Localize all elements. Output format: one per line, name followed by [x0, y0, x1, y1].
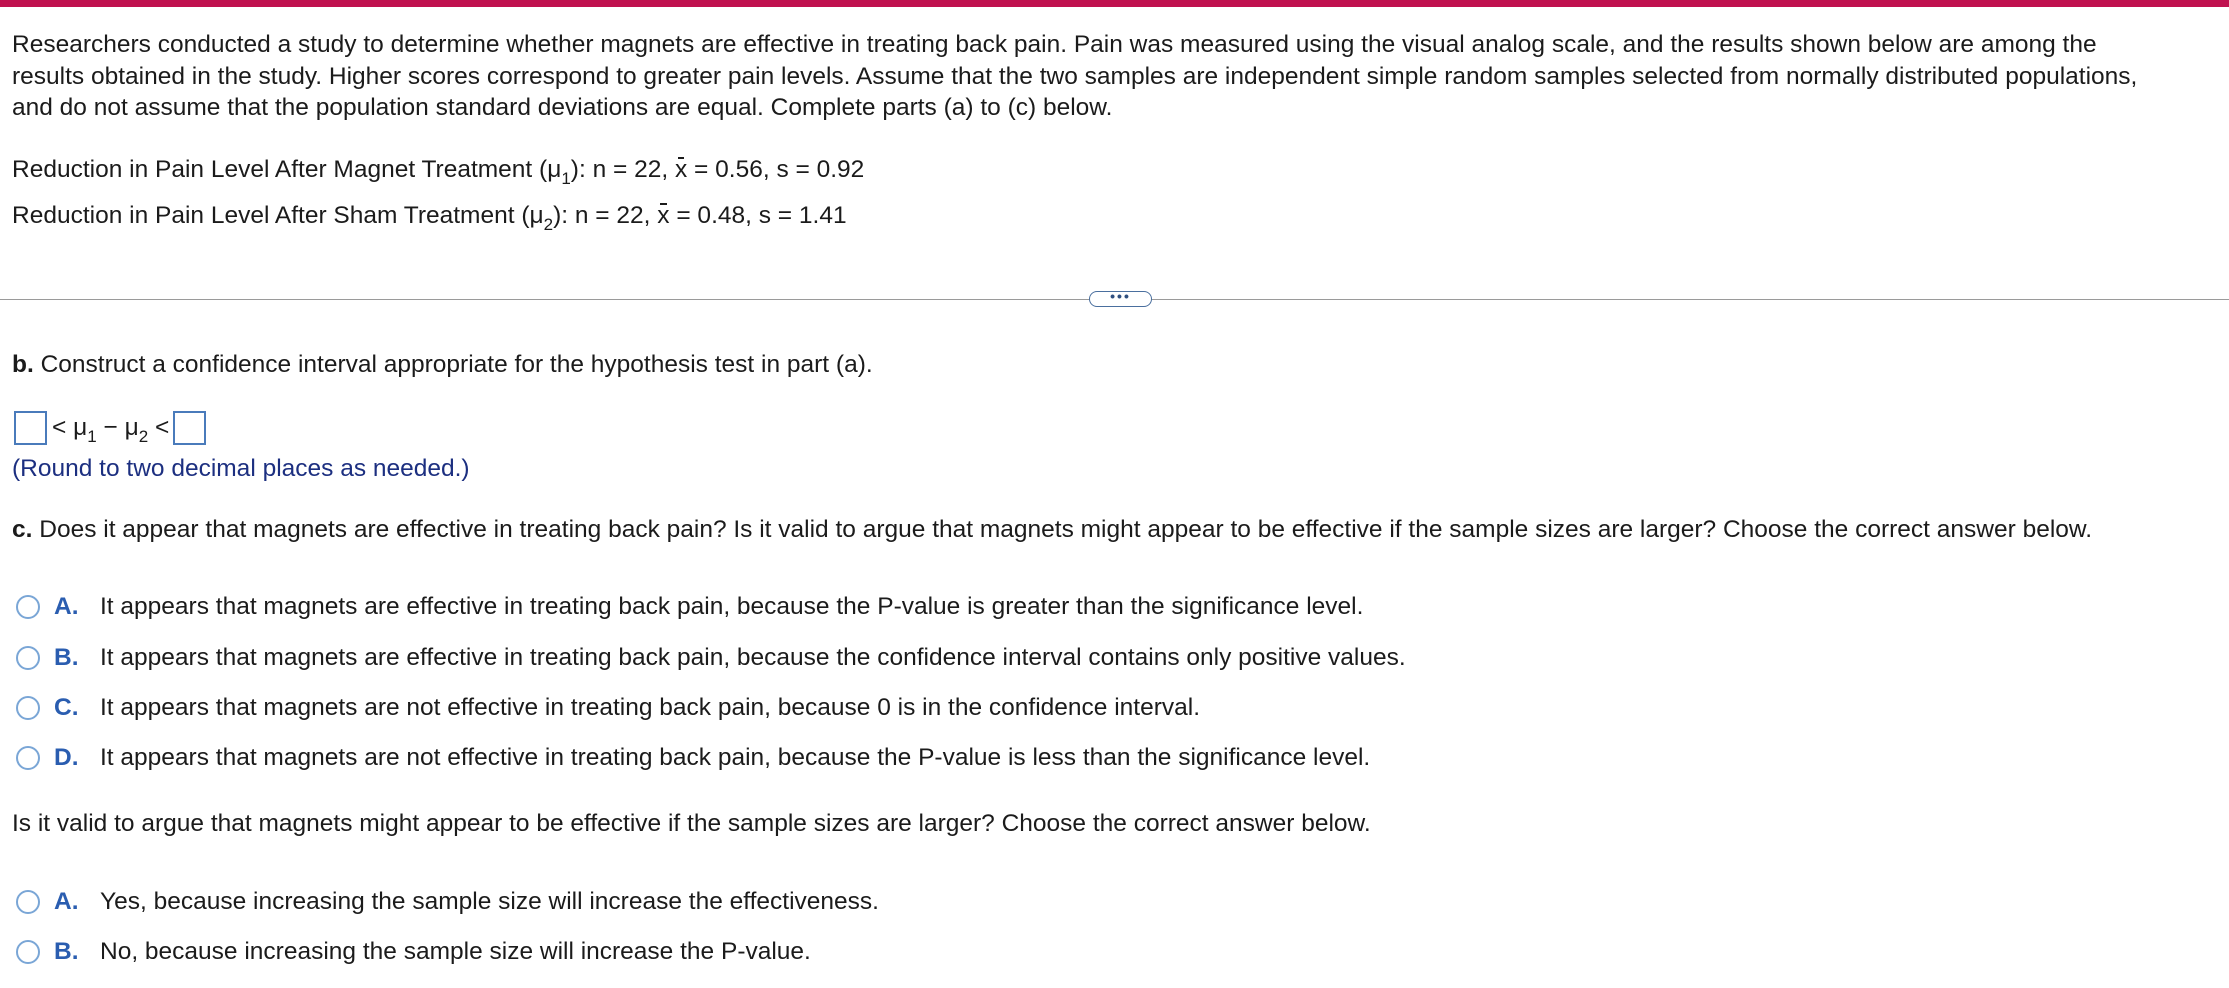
option-letter: B. [54, 938, 79, 965]
magnet-sample-values: = 0.56, s = 0.92 [687, 156, 865, 183]
ci-subscript-1: 1 [87, 427, 97, 446]
part-c-option-a[interactable] [16, 592, 1363, 622]
sham-sample-stats [12, 202, 847, 234]
sham-sample-values: = 0.48, s = 1.41 [669, 202, 847, 229]
option-text: Yes, because increasing the sample size will increase the effectiveness. [100, 888, 879, 915]
part-c-letter: c. [12, 516, 33, 543]
intro-line-3: and do not assume that the population standard deviations are equal. Complete parts (a) to (c) below. [12, 94, 1113, 121]
option-text: It appears that magnets are effective in treating back pain, because the confidence interval contains only positive values. [100, 644, 1406, 671]
radio-button-icon[interactable] [16, 646, 40, 670]
magnet-sample-stats [12, 156, 865, 188]
sample-size-option-a[interactable] [16, 887, 879, 917]
magnet-xbar-symbol: x [674, 156, 688, 183]
sample-size-question: Is it valid to argue that magnets might appear to be effective if the sample sizes are larger? Choose the correct answer below. [12, 810, 1371, 837]
part-c-prompt [12, 516, 2092, 544]
radio-button-icon[interactable] [16, 940, 40, 964]
option-letter: A. [54, 888, 79, 915]
ellipsis-icon: ••• [1110, 288, 1131, 304]
intro-line-1: Researchers conducted a study to determine whether magnets are effective in treating back pain. Pain was measured using the visual analog scale, and the results shown below are among the [12, 31, 2097, 58]
option-text: It appears that magnets are not effective in treating back pain, because 0 is in the confidence interval. [100, 694, 1200, 721]
ci-upper-bound-input[interactable] [173, 411, 206, 445]
part-c-option-b[interactable] [16, 643, 1406, 673]
option-letter: A. [54, 593, 79, 620]
sham-mu-subscript: 2 [543, 215, 554, 234]
magnet-mu-subscript: 1 [561, 169, 571, 188]
sham-sample-label: Reduction in Pain Level After Sham Treatment (μ [12, 202, 544, 229]
part-b-text: Construct a confidence interval appropriate for the hypothesis test in part (a). [33, 351, 873, 378]
magnet-sample-label: Reduction in Pain Level After Magnet Treatment (μ [12, 156, 562, 183]
magnet-sample-n: ): n = 22, [570, 156, 675, 183]
sham-xbar-symbol: x [657, 202, 670, 229]
part-c-option-c[interactable] [16, 693, 1200, 723]
radio-button-icon[interactable] [16, 595, 40, 619]
ci-subscript-2: 2 [138, 427, 149, 446]
intro-line-2: results obtained in the study. Higher scores correspond to greater pain levels. Assume that the two samples are independent simple random samples selected from normally distributed populations, [12, 62, 2138, 90]
radio-button-icon[interactable] [16, 746, 40, 770]
radio-button-icon[interactable] [16, 696, 40, 720]
part-c-text: Does it appear that magnets are effective in treating back pain? Is it valid to argue that magnets might appear to be effective if the sample sizes are larger? Choose the correct answer below. [32, 516, 2093, 543]
option-letter: D. [54, 744, 79, 771]
ci-minus-mu: − μ [96, 414, 139, 441]
ci-less-than-mu: < μ [52, 414, 88, 441]
top-accent-bar [0, 0, 2229, 7]
problem-intro [12, 29, 2227, 124]
radio-button-icon[interactable] [16, 890, 40, 914]
option-text: It appears that magnets are not effective in treating back pain, because the P-value is less than the significance level. [100, 744, 1371, 771]
sham-sample-n: ): n = 22, [553, 202, 658, 229]
option-text: No, because increasing the sample size will increase the P-value. [100, 938, 811, 965]
expand-question-button[interactable] [1089, 288, 1152, 307]
option-letter: B. [54, 644, 79, 671]
ci-lower-bound-input[interactable] [14, 411, 47, 445]
part-b-letter: b. [12, 351, 34, 378]
part-b-prompt [12, 351, 873, 379]
confidence-interval-row [14, 409, 206, 447]
rounding-hint: (Round to two decimal places as needed.) [12, 455, 470, 482]
ci-expression [47, 414, 173, 446]
option-letter: C. [54, 694, 79, 721]
part-c-option-d[interactable] [16, 743, 1370, 773]
ci-less-than: < [148, 414, 170, 441]
option-text: It appears that magnets are effective in treating back pain, because the P-value is greater than the significance level. [100, 593, 1364, 620]
sample-size-option-b[interactable] [16, 937, 811, 967]
